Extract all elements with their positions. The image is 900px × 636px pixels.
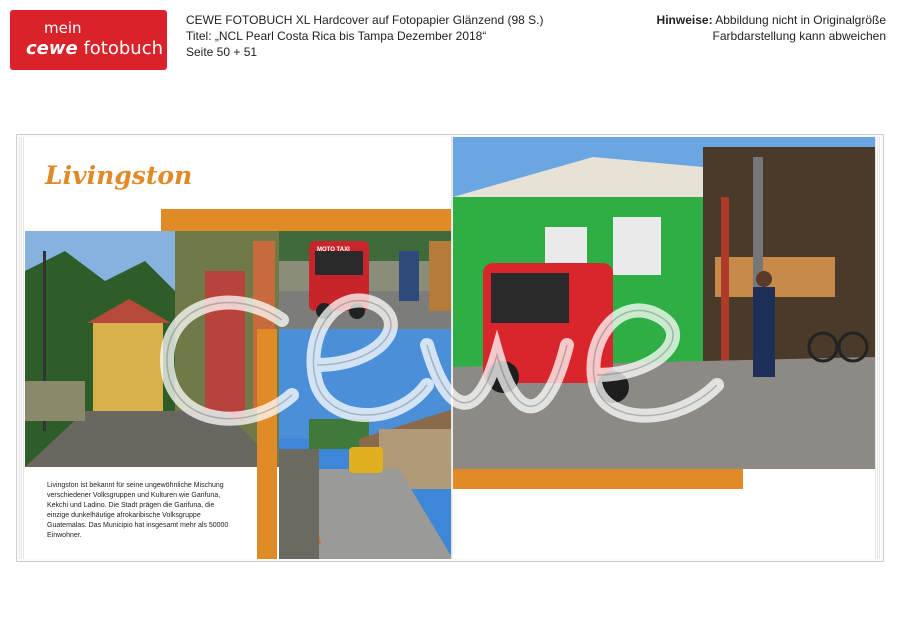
caption-text: Livingston ist bekannt für seine ungewöhnliche Mischung verschiedener Volksgruppen und Kulturen wie Garifuna, Kekchi und Ladino. Die Stadt prägen die Garifuna, die einzige dunkelhäutige afrokaribische Volksgruppe Guatemalas. Das Municipio hat insgesamt mehr als 50000 Einwohner.: [47, 482, 229, 539]
notes-line1: Abbildung nicht in Originalgröße: [715, 13, 886, 27]
street-photo[interactable]: [25, 231, 279, 467]
logo-brand: cewe: [26, 38, 78, 59]
page-title: Livingston: [45, 161, 193, 190]
logo-suffix: fotobuch: [83, 38, 164, 59]
orange-bar-vertical: [257, 329, 277, 559]
page-numbers: Seite 50 + 51: [186, 45, 258, 59]
photobook-spread: [16, 134, 884, 562]
moto-taxi-photo[interactable]: [279, 231, 453, 329]
product-info: [186, 12, 543, 60]
orange-bar-top: [161, 209, 453, 231]
product-title: Titel: „NCL Pearl Costa Rica bis Tampa Dezember 2018“: [186, 29, 487, 43]
right-page-edge: [875, 137, 881, 559]
product-name: CEWE FOTOBUCH XL Hardcover auf Fotopapier Glänzend (98 S.): [186, 13, 544, 27]
notes-label: Hinweise:: [656, 13, 713, 27]
notes: [657, 12, 886, 44]
cewe-logo[interactable]: [10, 10, 167, 70]
tuktuk-street-photo[interactable]: [279, 329, 453, 559]
tuktuk-photo[interactable]: [453, 137, 875, 469]
left-page: [25, 137, 453, 559]
orange-bar-bottom: [453, 469, 743, 489]
right-page: [453, 137, 875, 559]
logo-line1: mein: [44, 19, 82, 37]
notes-line2: Farbdarstellung kann abweichen: [712, 29, 886, 43]
moto-taxi-sign: MOTO TAXI: [317, 247, 350, 253]
logo-line2: [26, 38, 163, 59]
